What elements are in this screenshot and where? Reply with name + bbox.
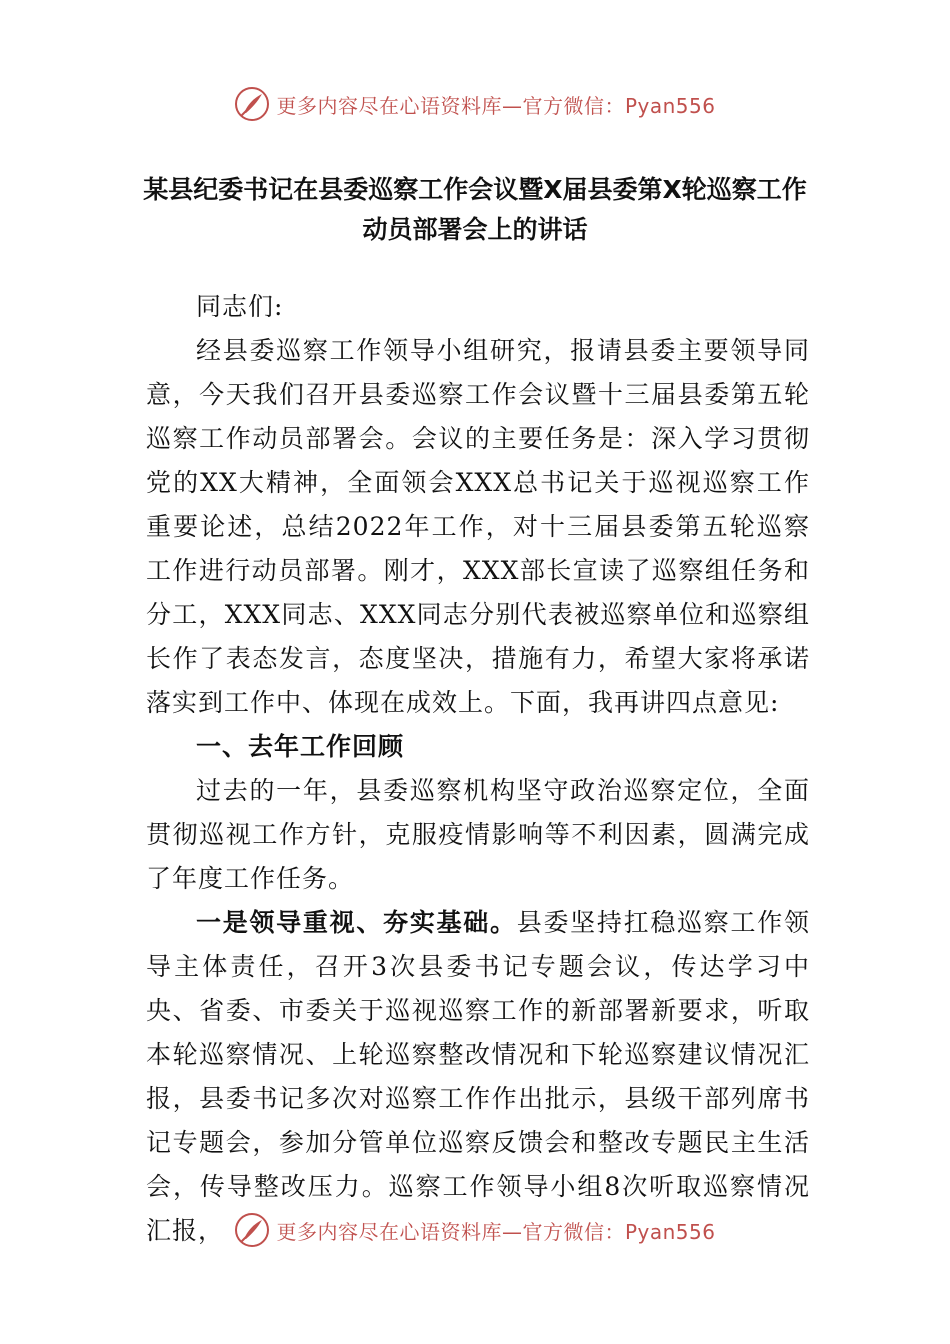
document-body xyxy=(146,285,810,1253)
section-heading-review: 一、去年工作回顾 xyxy=(196,732,405,761)
paragraph-leadership xyxy=(146,901,810,1253)
salutation: 同志们: xyxy=(196,292,284,321)
header-banner xyxy=(0,82,950,126)
paragraph-leadership-text: 县委坚持扛稳巡察工作领导主体责任，召开3次县委书记专题会议，传达学习中央、省委、市委关于巡视巡察工作的新部署新要求，听取本轮巡察情况、上轮巡察整改情况和下轮巡察建议情况汇报，县委书记多次对巡察工作作出批示，县级干部列席书记专题会，参加分管单位巡察反馈会和整改专题民主生活会，传导整改压力。巡察工作领导小组8次听取巡察情况汇报， xyxy=(146,908,810,1245)
quill-seal-logo-icon xyxy=(234,86,270,122)
footer-banner-text: 更多内容尽在心语资料库—官方微信：Pyan556 xyxy=(276,1219,716,1244)
paragraph-intro: 经县委巡察工作领导小组研究，报请县委主要领导同意，今天我们召开县委巡察工作会议暨十三届县委第五轮巡察工作动员部署会。会议的主要任务是：深入学习贯彻党的XX大精神，全面领会XXX总书记关于巡视巡察工作重要论述，总结2022年工作，对十三届县委第五轮巡察工作进行动员部署。刚才，XXX部长宣读了巡察组任务和分工，XXX同志、XXX同志分别代表被巡察单位和巡察组长作了表态发言，态度坚决，措施有力，希望大家将承诺落实到工作中、体现在成效上。下面，我再讲四点意见: xyxy=(146,336,810,717)
paragraph-leadership-lead: 一是领导重视、夯实基础。 xyxy=(196,908,517,937)
header-banner-text: 更多内容尽在心语资料库—官方微信：Pyan556 xyxy=(276,93,716,118)
paragraph-review-summary: 过去的一年，县委巡察机构坚守政治巡察定位，全面贯彻巡视工作方针，克服疫情影响等不利因素，圆满完成了年度工作任务。 xyxy=(146,776,810,893)
document-title: 某县纪委书记在县委巡察工作会议暨X届县委第X轮巡察工作动员部署会上的讲话 xyxy=(143,175,807,244)
quill-seal-logo-icon xyxy=(234,1212,270,1248)
footer-banner xyxy=(0,1208,950,1252)
